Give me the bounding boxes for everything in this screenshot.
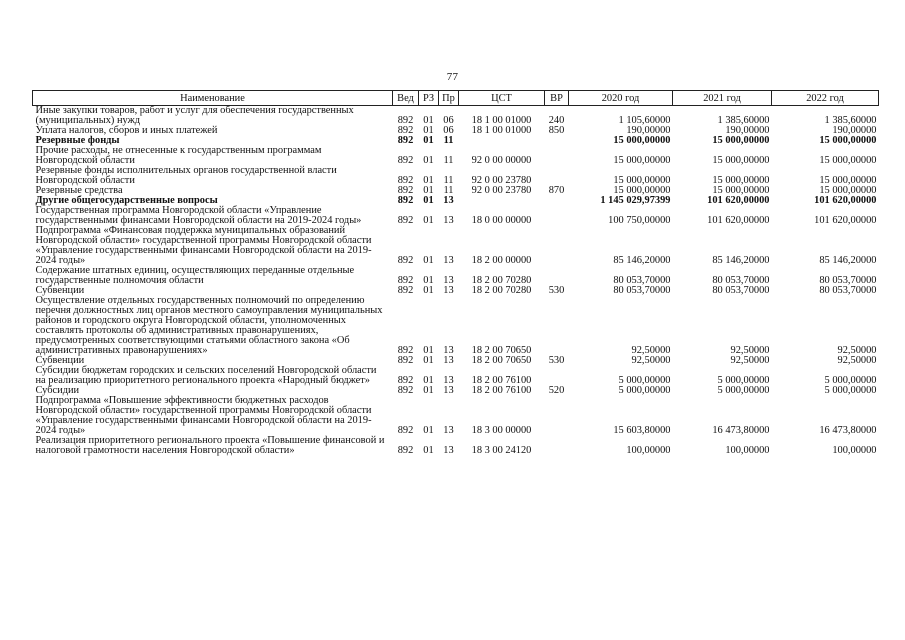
cell-ved: 892 — [397, 125, 414, 136]
cell-rz: 01 — [423, 175, 434, 186]
cell-pr: 06 — [443, 125, 454, 136]
table-row — [33, 436, 879, 456]
cell-pr: 13 — [443, 275, 454, 286]
cell-vr: 850 — [548, 125, 565, 136]
cell-2021: 92,50000 — [730, 355, 770, 366]
cell-rz: 01 — [423, 445, 434, 456]
cell-name: Другие общегосударственные вопросы — [35, 195, 218, 206]
cell-2022: 100,00000 — [832, 445, 877, 456]
cell-rz: 01 — [423, 275, 434, 286]
table-row — [33, 226, 879, 266]
cell-rz: 01 — [423, 375, 434, 386]
cell-2021: 1 385,60000 — [717, 115, 770, 126]
cell-2022: 15 000,00000 — [819, 155, 877, 166]
cell-cst: 18 2 00 70650 — [471, 345, 532, 356]
cell-name: Субвенции — [35, 285, 85, 296]
cell-2020: 80 053,70000 — [613, 275, 671, 286]
cell-rz: 01 — [423, 355, 434, 366]
cell-2020: 80 053,70000 — [613, 285, 671, 296]
cell-rz: 01 — [423, 155, 434, 166]
table-row — [33, 396, 879, 436]
cell-vr — [545, 266, 569, 286]
cell-vr — [545, 196, 569, 206]
cell-2022: 5 000,00000 — [824, 385, 877, 396]
cell-2022: 85 146,20000 — [819, 255, 877, 266]
table-row — [33, 106, 879, 127]
cell-name: Иные закупки товаров, работ и услуг для обеспечения государственных (муниципальных) нужд — [35, 105, 354, 126]
cell-cst: 18 2 00 76100 — [471, 385, 532, 396]
cell-ved: 892 — [397, 285, 414, 296]
cell-pr: 11 — [443, 185, 454, 196]
cell-cst: 18 2 00 00000 — [471, 255, 532, 266]
cell-2021: 15 000,00000 — [712, 135, 770, 146]
table-row — [33, 206, 879, 226]
cell-name: Содержание штатных единиц, осуществляющих переданные отдельные государственные полномочия области — [35, 265, 355, 286]
cell-2021: 101 620,00000 — [707, 215, 770, 226]
cell-pr: 13 — [443, 255, 454, 266]
cell-vr — [545, 436, 569, 456]
cell-2020: 15 000,00000 — [613, 135, 671, 146]
cell-2021: 85 146,20000 — [712, 255, 770, 266]
cell-pr: 13 — [443, 215, 454, 226]
cell-vr: 530 — [548, 355, 565, 366]
cell-ved: 892 — [397, 175, 414, 186]
cell-ved: 892 — [397, 135, 414, 146]
cell-pr: 13 — [443, 425, 454, 436]
cell-name: Подпрограмма «Повышение эффективности бюджетных расходов Новгородской области» государственной программы Новгородской области «Управление государственными финансами Новгородской области на 2019-2024 годы» — [35, 395, 372, 436]
cell-cst — [459, 136, 545, 146]
cell-rz: 01 — [423, 425, 434, 436]
cell-name: Прочие расходы, не отнесенные к государственным программам Новгородской области — [35, 145, 322, 166]
header-name: Наименование — [33, 91, 393, 106]
cell-vr — [545, 226, 569, 266]
table-row — [33, 266, 879, 286]
cell-name: Резервные фонды — [35, 135, 120, 146]
table-row — [33, 166, 879, 186]
header-year-2022: 2022 год — [772, 91, 879, 106]
cell-ved: 892 — [397, 155, 414, 166]
cell-pr: 13 — [443, 355, 454, 366]
cell-rz: 01 — [423, 255, 434, 266]
cell-pr: 13 — [443, 195, 454, 206]
cell-2021: 16 473,80000 — [712, 425, 770, 436]
table-header — [33, 91, 879, 106]
cell-2022: 15 000,00000 — [819, 175, 877, 186]
cell-pr: 11 — [443, 135, 454, 146]
cell-rz: 01 — [423, 215, 434, 226]
cell-ved: 892 — [397, 355, 414, 366]
cell-cst: 18 0 00 00000 — [471, 215, 532, 226]
cell-cst: 18 3 00 00000 — [471, 425, 532, 436]
cell-name: Резервные средства — [35, 185, 123, 196]
cell-ved: 892 — [397, 115, 414, 126]
cell-2021: 80 053,70000 — [712, 275, 770, 286]
cell-ved: 892 — [397, 345, 414, 356]
header-year-2020: 2020 год — [569, 91, 673, 106]
cell-cst: 18 2 00 76100 — [471, 375, 532, 386]
header-vr: ВР — [545, 91, 569, 106]
cell-2021: 5 000,00000 — [717, 385, 770, 396]
cell-rz: 01 — [423, 195, 434, 206]
cell-cst — [459, 196, 545, 206]
cell-rz: 01 — [423, 285, 434, 296]
cell-ved: 892 — [397, 215, 414, 226]
cell-pr: 13 — [443, 345, 454, 356]
cell-2022: 80 053,70000 — [819, 285, 877, 296]
cell-2021: 5 000,00000 — [717, 375, 770, 386]
cell-cst: 18 2 00 70280 — [471, 285, 532, 296]
cell-2022: 190,00000 — [832, 125, 877, 136]
table-row — [33, 366, 879, 386]
cell-pr: 13 — [443, 385, 454, 396]
cell-ved: 892 — [397, 275, 414, 286]
cell-2021: 92,50000 — [730, 345, 770, 356]
cell-vr — [545, 136, 569, 146]
cell-cst: 18 2 00 70280 — [471, 275, 532, 286]
cell-name: Субсидии — [35, 385, 80, 396]
cell-rz: 01 — [423, 135, 434, 146]
cell-2020: 15 000,00000 — [613, 155, 671, 166]
cell-vr: 530 — [548, 285, 565, 296]
cell-name: Субвенции — [35, 355, 85, 366]
cell-2022: 5 000,00000 — [824, 375, 877, 386]
cell-rz: 01 — [423, 345, 434, 356]
cell-name: Уплата налогов, сборов и иных платежей — [35, 125, 218, 136]
cell-2021: 101 620,00000 — [707, 195, 770, 206]
cell-2020: 15 603,80000 — [613, 425, 671, 436]
cell-vr — [545, 366, 569, 386]
cell-ved: 892 — [397, 445, 414, 456]
budget-table — [32, 90, 879, 456]
cell-vr — [545, 206, 569, 226]
cell-2022: 15 000,00000 — [819, 135, 877, 146]
cell-cst: 18 2 00 70650 — [471, 355, 532, 366]
cell-vr: 240 — [548, 115, 565, 126]
cell-vr — [545, 166, 569, 186]
cell-cst: 92 0 00 00000 — [471, 155, 532, 166]
cell-ved: 892 — [397, 185, 414, 196]
cell-2020: 15 000,00000 — [613, 185, 671, 196]
cell-cst: 92 0 00 23780 — [471, 175, 532, 186]
cell-vr: 520 — [548, 385, 565, 396]
cell-rz: 01 — [423, 385, 434, 396]
cell-2022: 15 000,00000 — [819, 185, 877, 196]
cell-2020: 92,50000 — [631, 355, 671, 366]
table-row — [33, 296, 879, 356]
cell-ved: 892 — [397, 255, 414, 266]
header-ved: Вед — [393, 91, 419, 106]
cell-pr: 13 — [443, 375, 454, 386]
cell-pr: 11 — [443, 155, 454, 166]
cell-name: Субсидии бюджетам городских и сельских поселений Новгородской области на реализацию приоритетного регионального проекта «Народный бюджет» — [35, 365, 377, 386]
cell-vr — [545, 296, 569, 356]
cell-2020: 15 000,00000 — [613, 175, 671, 186]
header-cst: ЦСТ — [459, 91, 545, 106]
cell-2022: 80 053,70000 — [819, 275, 877, 286]
cell-2021: 15 000,00000 — [712, 185, 770, 196]
cell-2020: 5 000,00000 — [618, 375, 671, 386]
cell-ved: 892 — [397, 425, 414, 436]
cell-2020: 100,00000 — [626, 445, 671, 456]
cell-name: Подпрограмма «Финансовая поддержка муниципальных образований Новгородской области» государственной программы Новгородской области «Управление государственными финансами Новгородской области на 2019-2024 годы» — [35, 225, 372, 266]
cell-vr: 870 — [548, 185, 565, 196]
cell-pr: 13 — [443, 285, 454, 296]
cell-name: Государственная программа Новгородской области «Управление государственными финансами Новгородской области на 2019-2024 годы» — [35, 205, 362, 226]
cell-2021: 100,00000 — [725, 445, 770, 456]
cell-2022: 101 620,00000 — [814, 215, 877, 226]
cell-cst: 18 1 00 01000 — [471, 125, 532, 136]
header-year-2021: 2021 год — [673, 91, 772, 106]
cell-2021: 190,00000 — [725, 125, 770, 136]
cell-cst: 18 1 00 01000 — [471, 115, 532, 126]
cell-cst: 92 0 00 23780 — [471, 185, 532, 196]
cell-pr: 06 — [443, 115, 454, 126]
cell-ved: 892 — [397, 385, 414, 396]
cell-rz: 01 — [423, 125, 434, 136]
cell-pr: 13 — [443, 445, 454, 456]
cell-2022: 92,50000 — [837, 355, 877, 366]
cell-2021: 15 000,00000 — [712, 175, 770, 186]
cell-2020: 1 105,60000 — [618, 115, 671, 126]
cell-2022: 92,50000 — [837, 345, 877, 356]
cell-vr — [545, 396, 569, 436]
cell-name: Реализация приоритетного регионального проекта «Повышение финансовой и налоговой грамотности населения Новгородской области» — [35, 435, 385, 456]
table-row — [33, 146, 879, 166]
cell-rz: 01 — [423, 185, 434, 196]
cell-rz: 01 — [423, 115, 434, 126]
cell-2021: 15 000,00000 — [712, 155, 770, 166]
cell-ved: 892 — [397, 375, 414, 386]
header-pr: Пр — [439, 91, 459, 106]
table-body — [33, 106, 879, 457]
cell-2020: 1 145 029,97399 — [600, 195, 671, 206]
cell-2022: 1 385,60000 — [824, 115, 877, 126]
cell-2022: 16 473,80000 — [819, 425, 877, 436]
cell-cst: 18 3 00 24120 — [471, 445, 532, 456]
cell-2020: 5 000,00000 — [618, 385, 671, 396]
cell-2021: 80 053,70000 — [712, 285, 770, 296]
cell-2020: 190,00000 — [626, 125, 671, 136]
header-rz: РЗ — [419, 91, 439, 106]
cell-vr — [545, 146, 569, 166]
cell-2020: 92,50000 — [631, 345, 671, 356]
cell-ved: 892 — [397, 195, 414, 206]
cell-name: Резервные фонды исполнительных органов государственной власти Новгородской области — [35, 165, 337, 186]
cell-name: Осуществление отдельных государственных полномочий по определению перечня должностных лиц органов местного самоуправления муниципальных районов и городского округа Новгородской области, уполномоченных составлять протоколы об административных правонарушениях, предусмотренных соответствующими статьями областного закона «Об административных правонарушениях» — [35, 295, 383, 356]
page-number: 77 — [446, 71, 459, 83]
cell-2020: 100 750,00000 — [608, 215, 671, 226]
cell-2022: 101 620,00000 — [814, 195, 877, 206]
cell-pr: 11 — [443, 175, 454, 186]
cell-2020: 85 146,20000 — [613, 255, 671, 266]
